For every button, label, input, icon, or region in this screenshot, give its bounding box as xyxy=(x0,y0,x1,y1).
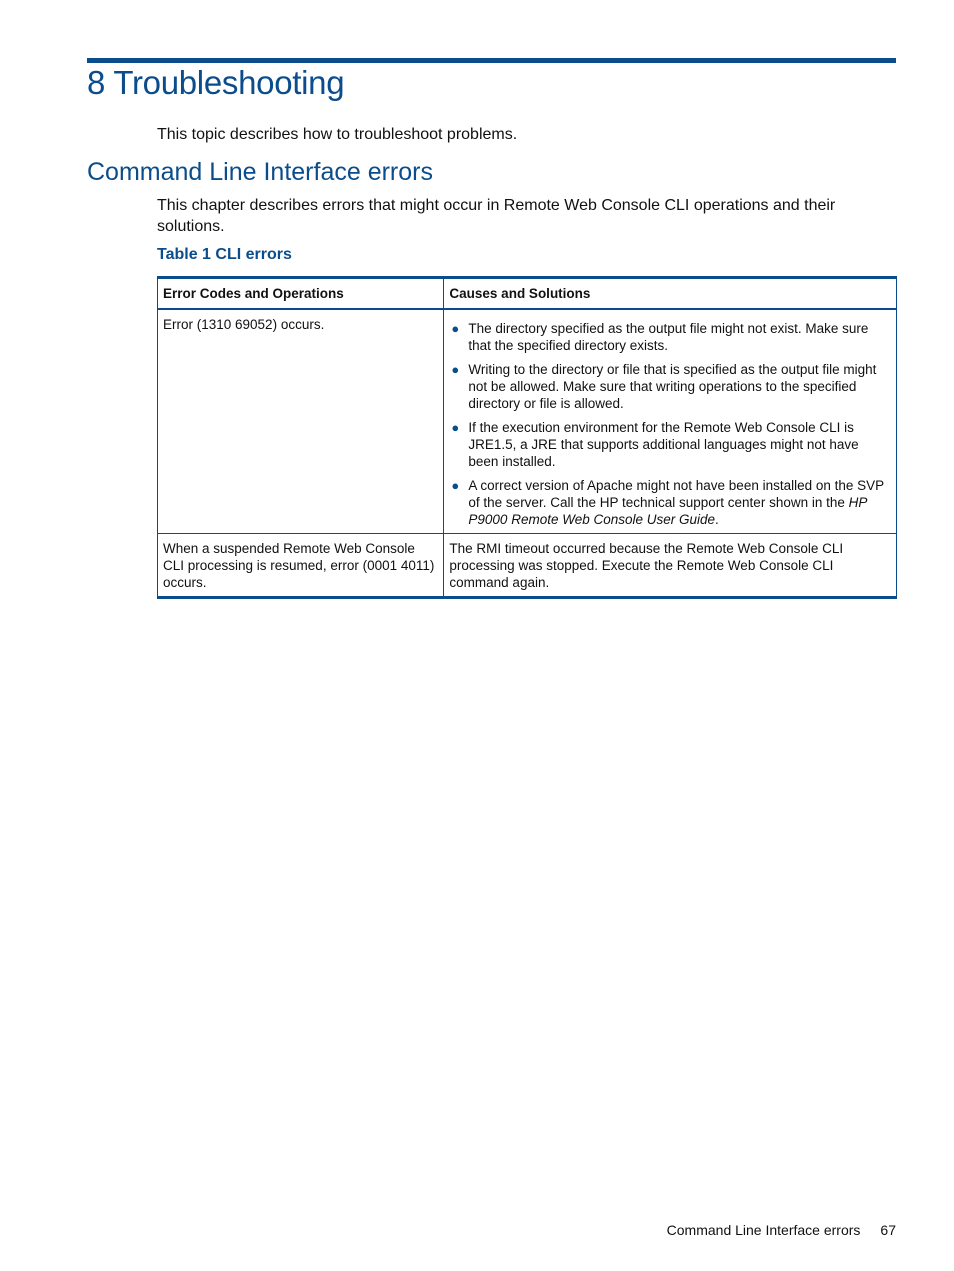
solution-bullet-list xyxy=(449,320,891,528)
page-number: 67 xyxy=(880,1222,896,1238)
chapter-intro: This topic describes how to troubleshoot problems. xyxy=(157,126,518,143)
table-row xyxy=(158,534,897,598)
error-cell: Error (1310 69052) occurs. xyxy=(158,309,444,534)
list-item xyxy=(449,477,891,528)
bullet-icon: ● xyxy=(451,478,460,493)
bullet-icon: ● xyxy=(451,321,460,336)
section-title: Command Line Interface errors xyxy=(87,158,433,186)
bullet-text: Writing to the directory or file that is specified as the output file might not be allowed. Make sure that writing operations to the specified directory or file is allowed. xyxy=(468,362,877,411)
header-error-codes: Error Codes and Operations xyxy=(158,278,444,310)
bullet-text: If the execution environment for the Remote Web Console CLI is JRE1.5, a JRE that supports additional languages might not have been installed. xyxy=(468,420,859,469)
bullet-icon: ● xyxy=(451,420,460,435)
solution-cell: The RMI timeout occurred because the Remote Web Console CLI processing was stopped. Execute the Remote Web Console CLI command again. xyxy=(444,534,897,598)
list-item xyxy=(449,419,891,470)
table-caption: Table 1 CLI errors xyxy=(157,246,292,263)
chapter-top-rule xyxy=(87,58,896,63)
bullet-icon: ● xyxy=(451,362,460,377)
solution-cell xyxy=(444,309,897,534)
chapter-title: 8 Troubleshooting xyxy=(87,64,345,101)
page-footer xyxy=(667,1222,896,1238)
bullet-text: The directory specified as the output file might not exist. Make sure that the specified directory exists. xyxy=(468,321,869,353)
table-row xyxy=(158,309,897,534)
list-item xyxy=(449,320,891,354)
table-header-row xyxy=(158,278,897,310)
bullet-text: A correct version of Apache might not have been installed on the SVP of the server. Call the HP technical support center shown in the xyxy=(468,478,884,510)
header-causes-solutions: Causes and Solutions xyxy=(444,278,897,310)
guide-title: HP P9000 Remote Web Console User Guide xyxy=(468,495,867,527)
list-item xyxy=(449,361,891,412)
error-cell: When a suspended Remote Web Console CLI processing is resumed, error (0001 4011) occurs. xyxy=(158,534,444,598)
footer-section: Command Line Interface errors xyxy=(666,1222,861,1238)
section-description: This chapter describes errors that might occur in Remote Web Console CLI operations and their solutions. xyxy=(157,197,836,235)
cli-errors-table xyxy=(157,276,897,599)
bullet-end: . xyxy=(715,512,719,527)
